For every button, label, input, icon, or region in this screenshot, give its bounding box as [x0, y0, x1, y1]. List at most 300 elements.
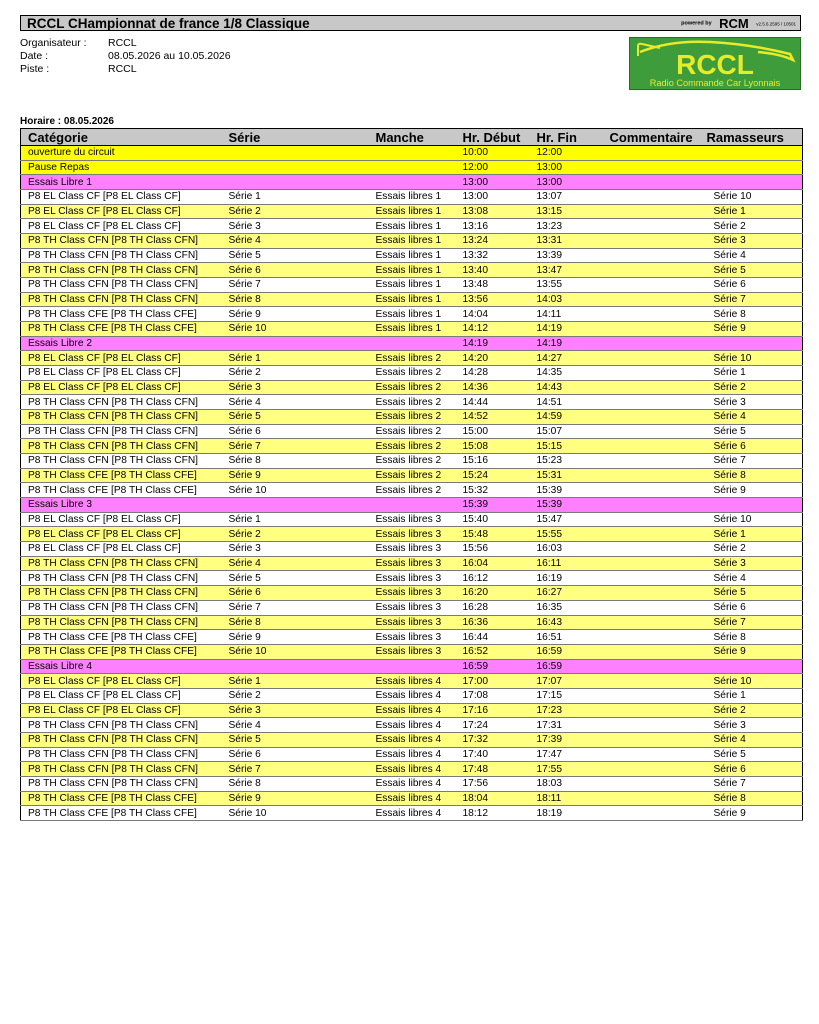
cell-hr-fin: 17:47 — [530, 747, 603, 762]
cell-hr-debut: 17:48 — [456, 762, 530, 777]
cell-serie: Série 4 — [222, 234, 369, 249]
cell-hr-fin: 14:35 — [530, 366, 603, 381]
cell-categorie: P8 TH Class CFN [P8 TH Class CFN] — [21, 586, 222, 601]
cell-manche: Essais libres 1 — [369, 248, 456, 263]
cell-hr-fin: 17:55 — [530, 762, 603, 777]
col-categorie: Catégorie — [21, 129, 222, 146]
table-row — [21, 600, 803, 615]
table-row — [21, 586, 803, 601]
cell-manche: Essais libres 4 — [369, 806, 456, 821]
cell-categorie: P8 EL Class CF [P8 EL Class CF] — [21, 204, 222, 219]
cell-categorie: P8 TH Class CFN [P8 TH Class CFN] — [21, 263, 222, 278]
cell-hr-debut: 17:00 — [456, 674, 530, 689]
cell-ramasseurs: Série 9 — [707, 322, 803, 337]
cell-manche: Essais libres 4 — [369, 776, 456, 791]
table-row — [21, 732, 803, 747]
cell-hr-debut: 15:32 — [456, 483, 530, 498]
cell-hr-debut: 13:00 — [456, 190, 530, 205]
title-bar — [20, 15, 801, 31]
cell-hr-fin: 14:19 — [530, 336, 603, 351]
cell-categorie: P8 TH Class CFN [P8 TH Class CFN] — [21, 762, 222, 777]
cell-commentaire — [603, 366, 707, 381]
cell-categorie: P8 TH Class CFE [P8 TH Class CFE] — [21, 307, 222, 322]
cell-hr-debut: 15:48 — [456, 527, 530, 542]
cell-hr-fin: 18:19 — [530, 806, 603, 821]
cell-categorie: P8 TH Class CFN [P8 TH Class CFN] — [21, 718, 222, 733]
table-row — [21, 278, 803, 293]
cell-ramasseurs: Série 5 — [707, 747, 803, 762]
schedule-date-heading: Horaire : 08.05.2026 — [20, 116, 114, 127]
piste-label: Piste : — [20, 63, 50, 75]
cell-ramasseurs: Série 4 — [707, 571, 803, 586]
cell-manche: Essais libres 3 — [369, 644, 456, 659]
cell-hr-fin: 14:19 — [530, 322, 603, 337]
cell-hr-debut: 14:04 — [456, 307, 530, 322]
cell-hr-debut: 15:00 — [456, 424, 530, 439]
cell-ramasseurs: Série 7 — [707, 615, 803, 630]
cell-hr-debut: 16:04 — [456, 556, 530, 571]
cell-manche: Essais libres 3 — [369, 600, 456, 615]
table-row — [21, 644, 803, 659]
cell-hr-debut: 14:19 — [456, 336, 530, 351]
cell-categorie: Essais Libre 1 — [21, 175, 222, 190]
cell-commentaire — [603, 806, 707, 821]
cell-commentaire — [603, 659, 707, 674]
cell-hr-fin: 13:31 — [530, 234, 603, 249]
cell-categorie: ouverture du circuit — [21, 146, 222, 161]
cell-categorie: P8 TH Class CFN [P8 TH Class CFN] — [21, 278, 222, 293]
cell-manche: Essais libres 1 — [369, 292, 456, 307]
cell-commentaire — [603, 439, 707, 454]
cell-serie: Série 3 — [222, 380, 369, 395]
cell-categorie: P8 TH Class CFN [P8 TH Class CFN] — [21, 410, 222, 425]
cell-ramasseurs: Série 1 — [707, 688, 803, 703]
table-row — [21, 762, 803, 777]
rccl-logo-mark — [630, 38, 800, 78]
cell-hr-debut: 16:44 — [456, 630, 530, 645]
col-serie: Série — [222, 129, 369, 146]
table-row — [21, 160, 803, 175]
cell-ramasseurs: Série 6 — [707, 762, 803, 777]
cell-serie: Série 10 — [222, 644, 369, 659]
cell-hr-fin: 15:39 — [530, 498, 603, 513]
cell-manche: Essais libres 1 — [369, 219, 456, 234]
table-header-row — [21, 129, 803, 146]
cell-hr-debut: 15:39 — [456, 498, 530, 513]
cell-commentaire — [603, 190, 707, 205]
cell-manche — [369, 175, 456, 190]
cell-ramasseurs: Série 8 — [707, 307, 803, 322]
cell-commentaire — [603, 762, 707, 777]
table-row — [21, 703, 803, 718]
event-title: RCCL CHampionnat de france 1/8 Classique — [27, 16, 310, 31]
date-line — [20, 50, 231, 62]
cell-hr-fin: 15:23 — [530, 454, 603, 469]
table-row — [21, 659, 803, 674]
cell-manche: Essais libres 1 — [369, 234, 456, 249]
cell-hr-fin: 14:03 — [530, 292, 603, 307]
cell-commentaire — [603, 160, 707, 175]
cell-hr-fin: 15:55 — [530, 527, 603, 542]
cell-manche: Essais libres 2 — [369, 483, 456, 498]
cell-manche: Essais libres 1 — [369, 307, 456, 322]
cell-categorie: P8 EL Class CF [P8 EL Class CF] — [21, 190, 222, 205]
cell-manche: Essais libres 2 — [369, 380, 456, 395]
piste-value: RCCL — [108, 63, 137, 75]
cell-serie — [222, 336, 369, 351]
cell-ramasseurs: Série 8 — [707, 791, 803, 806]
organisateur-line — [20, 37, 137, 49]
cell-hr-debut: 18:12 — [456, 806, 530, 821]
cell-categorie: P8 TH Class CFN [P8 TH Class CFN] — [21, 248, 222, 263]
cell-hr-fin: 16:59 — [530, 659, 603, 674]
cell-serie: Série 8 — [222, 615, 369, 630]
table-row — [21, 190, 803, 205]
cell-hr-fin: 16:43 — [530, 615, 603, 630]
cell-serie: Série 4 — [222, 718, 369, 733]
cell-manche: Essais libres 3 — [369, 527, 456, 542]
cell-manche: Essais libres 2 — [369, 366, 456, 381]
cell-manche: Essais libres 4 — [369, 674, 456, 689]
table-row — [21, 454, 803, 469]
cell-serie: Série 8 — [222, 776, 369, 791]
cell-ramasseurs — [707, 659, 803, 674]
cell-categorie: Essais Libre 4 — [21, 659, 222, 674]
cell-hr-debut: 14:36 — [456, 380, 530, 395]
table-row — [21, 718, 803, 733]
col-hr-debut: Hr. Début — [456, 129, 530, 146]
cell-manche: Essais libres 4 — [369, 732, 456, 747]
cell-commentaire — [603, 747, 707, 762]
cell-hr-fin: 18:03 — [530, 776, 603, 791]
cell-manche: Essais libres 3 — [369, 586, 456, 601]
cell-hr-debut: 10:00 — [456, 146, 530, 161]
cell-commentaire — [603, 571, 707, 586]
cell-serie — [222, 160, 369, 175]
cell-manche: Essais libres 2 — [369, 395, 456, 410]
cell-serie: Série 1 — [222, 351, 369, 366]
table-row — [21, 366, 803, 381]
date-value: 08.05.2026 au 10.05.2026 — [108, 50, 231, 62]
cell-commentaire — [603, 527, 707, 542]
cell-ramasseurs: Série 8 — [707, 630, 803, 645]
table-row — [21, 292, 803, 307]
cell-hr-fin: 16:51 — [530, 630, 603, 645]
logo-tagline: Radio Commande Car Lyonnais — [649, 78, 781, 88]
cell-hr-debut: 16:36 — [456, 615, 530, 630]
cell-ramasseurs: Série 7 — [707, 292, 803, 307]
table-row — [21, 146, 803, 161]
cell-hr-fin: 17:31 — [530, 718, 603, 733]
cell-ramasseurs: Série 6 — [707, 439, 803, 454]
cell-manche: Essais libres 3 — [369, 615, 456, 630]
cell-hr-fin: 17:39 — [530, 732, 603, 747]
cell-hr-fin: 15:47 — [530, 512, 603, 527]
cell-commentaire — [603, 703, 707, 718]
cell-hr-debut: 17:16 — [456, 703, 530, 718]
cell-ramasseurs: Série 10 — [707, 674, 803, 689]
cell-commentaire — [603, 351, 707, 366]
cell-hr-fin: 16:11 — [530, 556, 603, 571]
cell-hr-debut: 13:40 — [456, 263, 530, 278]
table-row — [21, 351, 803, 366]
cell-serie: Série 8 — [222, 292, 369, 307]
cell-categorie: P8 TH Class CFN [P8 TH Class CFN] — [21, 395, 222, 410]
cell-manche: Essais libres 1 — [369, 190, 456, 205]
cell-commentaire — [603, 204, 707, 219]
cell-hr-fin: 18:11 — [530, 791, 603, 806]
table-row — [21, 468, 803, 483]
cell-hr-debut: 17:32 — [456, 732, 530, 747]
cell-categorie: P8 TH Class CFE [P8 TH Class CFE] — [21, 806, 222, 821]
table-row — [21, 380, 803, 395]
table-row — [21, 248, 803, 263]
cell-categorie: P8 TH Class CFN [P8 TH Class CFN] — [21, 292, 222, 307]
cell-commentaire — [603, 454, 707, 469]
cell-serie: Série 9 — [222, 791, 369, 806]
cell-serie: Série 6 — [222, 263, 369, 278]
cell-hr-fin: 17:23 — [530, 703, 603, 718]
piste-line — [20, 63, 137, 75]
cell-hr-debut: 16:59 — [456, 659, 530, 674]
cell-hr-fin: 17:15 — [530, 688, 603, 703]
cell-commentaire — [603, 248, 707, 263]
cell-serie — [222, 146, 369, 161]
cell-hr-fin: 16:03 — [530, 542, 603, 557]
cell-hr-debut: 12:00 — [456, 160, 530, 175]
col-ramasseurs: Ramasseurs — [707, 129, 803, 146]
cell-ramasseurs: Série 3 — [707, 718, 803, 733]
cell-hr-fin: 16:35 — [530, 600, 603, 615]
cell-manche: Essais libres 4 — [369, 791, 456, 806]
cell-hr-fin: 13:00 — [530, 160, 603, 175]
cell-categorie: P8 TH Class CFN [P8 TH Class CFN] — [21, 424, 222, 439]
version-label: v2.5.6.2595 / 10501 — [756, 21, 796, 27]
cell-ramasseurs: Série 5 — [707, 586, 803, 601]
cell-manche: Essais libres 3 — [369, 512, 456, 527]
table-row — [21, 776, 803, 791]
cell-ramasseurs: Série 2 — [707, 219, 803, 234]
table-row — [21, 747, 803, 762]
cell-hr-fin: 17:07 — [530, 674, 603, 689]
cell-manche: Essais libres 2 — [369, 454, 456, 469]
cell-commentaire — [603, 219, 707, 234]
cell-manche: Essais libres 1 — [369, 278, 456, 293]
cell-categorie: P8 EL Class CF [P8 EL Class CF] — [21, 219, 222, 234]
cell-categorie: P8 EL Class CF [P8 EL Class CF] — [21, 512, 222, 527]
cell-hr-fin: 13:55 — [530, 278, 603, 293]
cell-hr-fin: 15:39 — [530, 483, 603, 498]
cell-hr-debut: 15:56 — [456, 542, 530, 557]
cell-ramasseurs: Série 3 — [707, 395, 803, 410]
cell-categorie: P8 TH Class CFN [P8 TH Class CFN] — [21, 571, 222, 586]
cell-categorie: P8 EL Class CF [P8 EL Class CF] — [21, 542, 222, 557]
cell-hr-fin: 16:19 — [530, 571, 603, 586]
cell-serie: Série 10 — [222, 806, 369, 821]
cell-hr-debut: 14:20 — [456, 351, 530, 366]
cell-commentaire — [603, 615, 707, 630]
cell-serie: Série 7 — [222, 439, 369, 454]
cell-serie: Série 9 — [222, 468, 369, 483]
cell-manche: Essais libres 2 — [369, 424, 456, 439]
cell-hr-debut: 13:08 — [456, 204, 530, 219]
cell-hr-debut: 17:40 — [456, 747, 530, 762]
cell-ramasseurs: Série 8 — [707, 468, 803, 483]
col-commentaire: Commentaire — [603, 129, 707, 146]
cell-serie: Série 4 — [222, 556, 369, 571]
cell-ramasseurs: Série 9 — [707, 644, 803, 659]
cell-commentaire — [603, 410, 707, 425]
table-row — [21, 542, 803, 557]
cell-categorie: P8 TH Class CFN [P8 TH Class CFN] — [21, 234, 222, 249]
cell-ramasseurs: Série 7 — [707, 776, 803, 791]
cell-manche: Essais libres 2 — [369, 439, 456, 454]
cell-categorie: P8 TH Class CFN [P8 TH Class CFN] — [21, 454, 222, 469]
cell-categorie: P8 EL Class CF [P8 EL Class CF] — [21, 527, 222, 542]
cell-serie: Série 9 — [222, 307, 369, 322]
cell-hr-fin: 14:59 — [530, 410, 603, 425]
cell-categorie: P8 TH Class CFE [P8 TH Class CFE] — [21, 791, 222, 806]
cell-ramasseurs: Série 4 — [707, 732, 803, 747]
cell-commentaire — [603, 600, 707, 615]
cell-categorie: Essais Libre 3 — [21, 498, 222, 513]
organisateur-value: RCCL — [108, 37, 137, 49]
cell-manche: Essais libres 1 — [369, 322, 456, 337]
cell-categorie: P8 TH Class CFN [P8 TH Class CFN] — [21, 556, 222, 571]
cell-serie — [222, 659, 369, 674]
cell-hr-debut: 13:24 — [456, 234, 530, 249]
cell-hr-fin: 13:23 — [530, 219, 603, 234]
cell-ramasseurs: Série 6 — [707, 278, 803, 293]
cell-serie: Série 2 — [222, 366, 369, 381]
cell-serie: Série 8 — [222, 454, 369, 469]
cell-commentaire — [603, 688, 707, 703]
cell-categorie: P8 EL Class CF [P8 EL Class CF] — [21, 366, 222, 381]
cell-commentaire — [603, 424, 707, 439]
cell-ramasseurs: Série 7 — [707, 454, 803, 469]
cell-manche — [369, 659, 456, 674]
table-row — [21, 674, 803, 689]
cell-ramasseurs — [707, 146, 803, 161]
cell-categorie: P8 EL Class CF [P8 EL Class CF] — [21, 380, 222, 395]
cell-ramasseurs: Série 2 — [707, 542, 803, 557]
cell-commentaire — [603, 146, 707, 161]
cell-commentaire — [603, 395, 707, 410]
cell-hr-fin: 13:00 — [530, 175, 603, 190]
cell-commentaire — [603, 644, 707, 659]
cell-manche: Essais libres 3 — [369, 630, 456, 645]
powered-by — [681, 16, 796, 31]
cell-commentaire — [603, 556, 707, 571]
date-label: Date : — [20, 50, 49, 62]
cell-categorie: P8 TH Class CFN [P8 TH Class CFN] — [21, 439, 222, 454]
cell-commentaire — [603, 776, 707, 791]
cell-hr-debut: 15:08 — [456, 439, 530, 454]
cell-serie: Série 1 — [222, 512, 369, 527]
cell-ramasseurs: Série 10 — [707, 351, 803, 366]
cell-ramasseurs: Série 5 — [707, 424, 803, 439]
cell-hr-fin: 13:15 — [530, 204, 603, 219]
cell-commentaire — [603, 483, 707, 498]
cell-serie: Série 6 — [222, 424, 369, 439]
cell-ramasseurs: Série 9 — [707, 806, 803, 821]
cell-serie: Série 9 — [222, 630, 369, 645]
cell-commentaire — [603, 336, 707, 351]
cell-commentaire — [603, 512, 707, 527]
cell-hr-debut: 15:16 — [456, 454, 530, 469]
cell-serie: Série 5 — [222, 571, 369, 586]
cell-manche: Essais libres 3 — [369, 542, 456, 557]
cell-categorie: P8 EL Class CF [P8 EL Class CF] — [21, 674, 222, 689]
cell-hr-fin: 13:39 — [530, 248, 603, 263]
table-row — [21, 630, 803, 645]
cell-hr-debut: 17:08 — [456, 688, 530, 703]
cell-categorie: P8 TH Class CFN [P8 TH Class CFN] — [21, 776, 222, 791]
cell-commentaire — [603, 292, 707, 307]
table-row — [21, 806, 803, 821]
cell-hr-debut: 13:00 — [456, 175, 530, 190]
brand-name: RCM — [719, 16, 749, 32]
cell-commentaire — [603, 718, 707, 733]
schedule-body — [21, 146, 803, 821]
cell-hr-debut: 16:20 — [456, 586, 530, 601]
cell-ramasseurs — [707, 336, 803, 351]
cell-serie: Série 10 — [222, 322, 369, 337]
cell-serie: Série 6 — [222, 586, 369, 601]
cell-ramasseurs: Série 1 — [707, 366, 803, 381]
cell-hr-fin: 14:51 — [530, 395, 603, 410]
cell-manche: Essais libres 1 — [369, 204, 456, 219]
table-row — [21, 424, 803, 439]
rccl-logo — [629, 37, 801, 90]
cell-commentaire — [603, 498, 707, 513]
cell-hr-debut: 16:28 — [456, 600, 530, 615]
cell-manche: Essais libres 3 — [369, 571, 456, 586]
cell-manche: Essais libres 4 — [369, 762, 456, 777]
cell-ramasseurs: Série 1 — [707, 527, 803, 542]
cell-serie: Série 10 — [222, 483, 369, 498]
cell-ramasseurs: Série 4 — [707, 248, 803, 263]
table-row — [21, 410, 803, 425]
cell-serie: Série 5 — [222, 248, 369, 263]
cell-hr-debut: 13:56 — [456, 292, 530, 307]
cell-hr-debut: 15:24 — [456, 468, 530, 483]
cell-manche — [369, 160, 456, 175]
cell-ramasseurs: Série 2 — [707, 380, 803, 395]
cell-categorie: Essais Libre 2 — [21, 336, 222, 351]
cell-serie: Série 3 — [222, 542, 369, 557]
cell-hr-fin: 14:27 — [530, 351, 603, 366]
table-row — [21, 688, 803, 703]
cell-hr-debut: 13:48 — [456, 278, 530, 293]
table-row — [21, 556, 803, 571]
cell-categorie: P8 TH Class CFE [P8 TH Class CFE] — [21, 468, 222, 483]
cell-hr-debut: 14:52 — [456, 410, 530, 425]
cell-commentaire — [603, 732, 707, 747]
cell-commentaire — [603, 175, 707, 190]
cell-serie — [222, 175, 369, 190]
cell-categorie: P8 EL Class CF [P8 EL Class CF] — [21, 703, 222, 718]
cell-manche: Essais libres 1 — [369, 263, 456, 278]
cell-categorie: P8 TH Class CFN [P8 TH Class CFN] — [21, 600, 222, 615]
cell-serie: Série 3 — [222, 703, 369, 718]
cell-commentaire — [603, 468, 707, 483]
cell-hr-fin: 14:11 — [530, 307, 603, 322]
cell-ramasseurs — [707, 160, 803, 175]
col-manche: Manche — [369, 129, 456, 146]
cell-hr-debut: 14:28 — [456, 366, 530, 381]
cell-hr-fin: 16:27 — [530, 586, 603, 601]
